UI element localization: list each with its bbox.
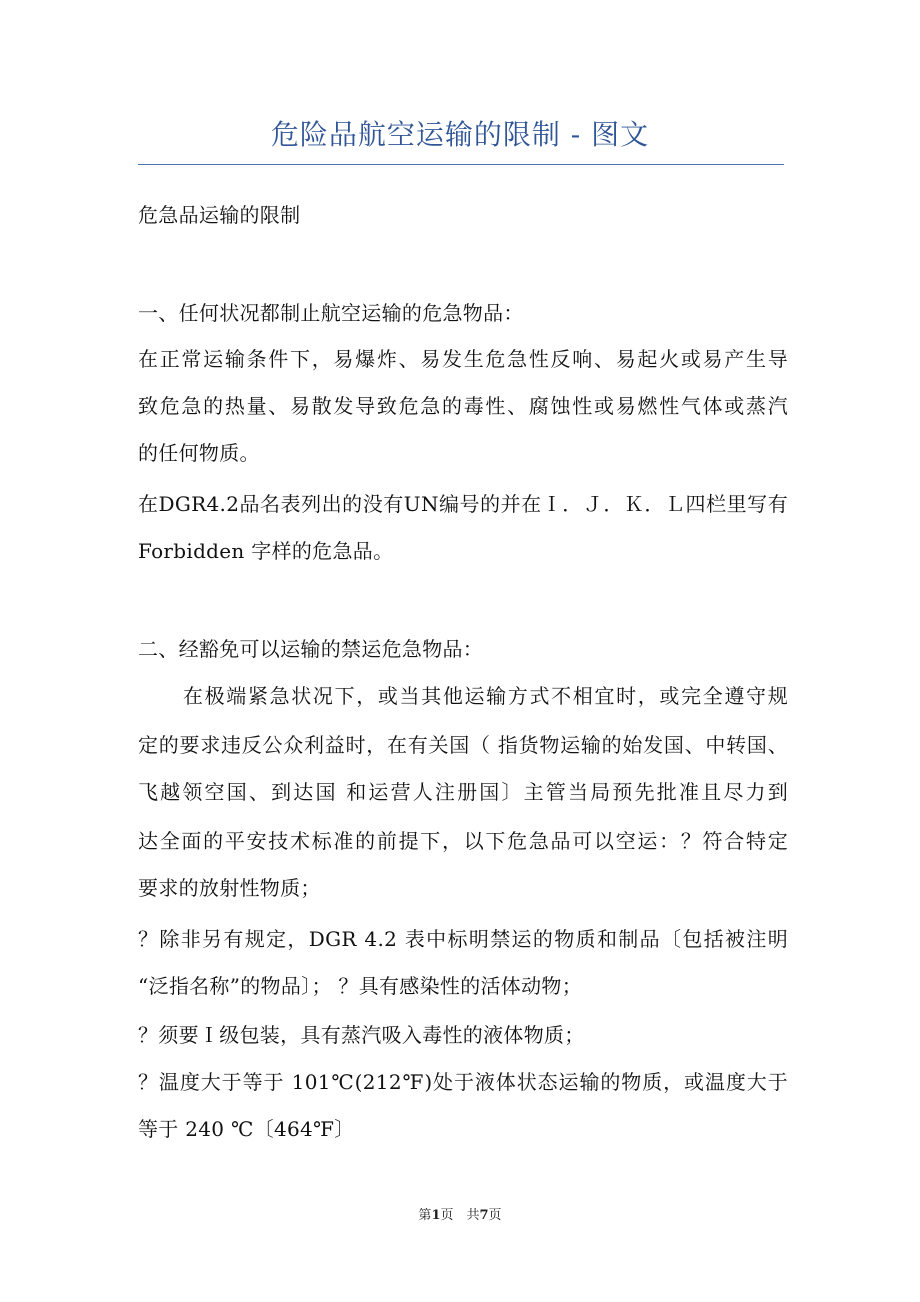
section2-line: 在极端紧急状况下，或当其他运输方式不相宜时，或完全遵守规 (183, 684, 788, 708)
section2-line: 等于 240 ℃〔464℉〕 (138, 1117, 355, 1141)
section2-line: ？须要Ｉ级包装，具有蒸汽吸入毒性的液体物质； (138, 1023, 585, 1047)
footer-total-pages: 7 (479, 1208, 489, 1223)
section2-line: “泛指名称”的物品〕； ？具有感染性的活体动物； (138, 974, 583, 998)
section1-line: 在正常运输条件下，易爆炸、易发生危急性反响、易起火或易产生导 (138, 347, 788, 371)
section2-line: ？温度大于等于 101℃(212℉)处于液体状态运输的物质，或温度大于 (138, 1070, 788, 1094)
document-subtitle: 危急品运输的限制 (138, 203, 301, 227)
footer-suffix: 页 (488, 1208, 502, 1223)
section1-line: 致危急的热量、易散发导致危急的毒性、腐蚀性或易燃性气体或蒸汽 (138, 394, 788, 418)
section2-line: 要求的放射性物质； (138, 876, 321, 900)
footer-middle: 页 共 (440, 1208, 480, 1223)
section1-line: 的任何物质。 (138, 441, 260, 465)
page-footer (0, 1206, 920, 1226)
section2-line: ？除非另有规定，DGR 4.2 表中标明禁运的物质和制品〔包括被注明 (138, 927, 788, 951)
section2-line: 达全面的平安技术标准的前提下，以下危急品可以空运：？符合特定 (138, 829, 788, 853)
footer-prefix: 第 (418, 1208, 432, 1223)
section1-heading: 一、任何状况都制止航空运输的危急物品： (138, 301, 524, 325)
title-divider (138, 164, 784, 165)
section1-line: Forbidden 字样的危急品。 (138, 539, 394, 563)
section2-line: 定的要求违反公众利益时，在有关国（ 指货物运输的始发国、中转国、 (138, 733, 788, 757)
section1-line: 在DGR4.2品名表列出的没有UN编号的并在Ｉ．Ｊ．Ｋ．Ｌ四栏里写有 (138, 492, 788, 516)
section2-line: 飞越领空国、到达国 和运营人注册国〕主管当局预先批准且尽力到 (138, 780, 788, 804)
section2-heading: 二、经豁免可以运输的禁运危急物品： (138, 637, 484, 661)
page-title: 危险品航空运输的限制 - 图文 (270, 118, 650, 151)
footer-page-number: 1 (431, 1208, 441, 1223)
